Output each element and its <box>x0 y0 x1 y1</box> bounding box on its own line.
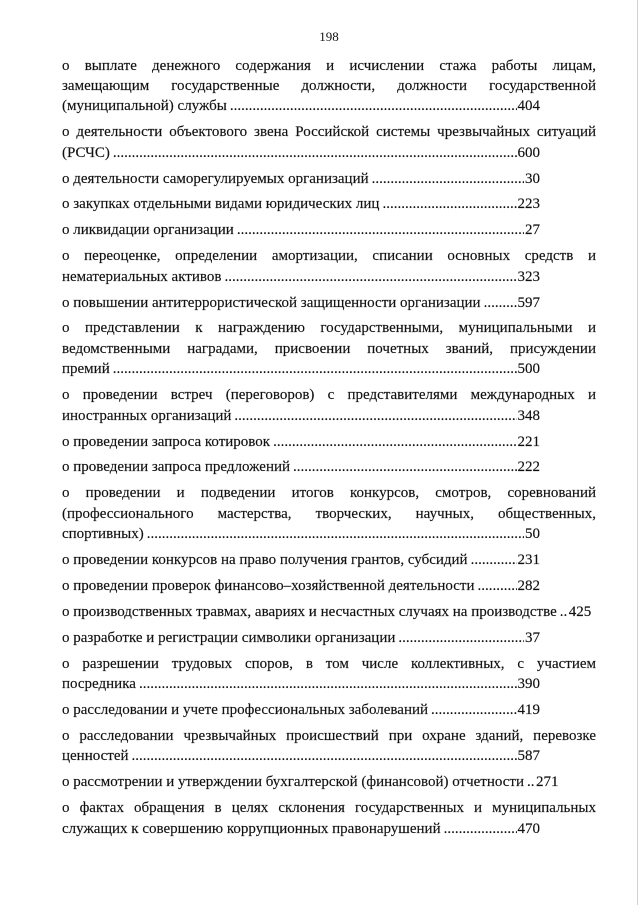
index-entry <box>62 726 596 767</box>
page-number: 198 <box>319 29 339 44</box>
dot-leader <box>471 550 517 570</box>
dot-leader <box>560 602 568 622</box>
page-reference: 30 <box>525 170 540 187</box>
entry-line: о расследовании чрезвычайных происшествий при охране зданий, перевозке <box>62 727 596 744</box>
entry-line: о фактах обращения в целях склонения государственных и муниципальных <box>62 800 596 817</box>
entry-last-line <box>62 293 540 313</box>
dot-leader <box>113 359 517 379</box>
dot-leader <box>293 457 516 477</box>
dot-leader <box>478 576 517 596</box>
entry-text: о проведении проверок финансово–хозяйственной деятельности <box>62 577 475 594</box>
entry-text: о рассмотрении и утверждении бухгалтерской (финансовой) отчетности <box>62 774 524 791</box>
dot-leader <box>444 819 517 839</box>
dot-leader <box>398 628 524 648</box>
dot-leader <box>132 746 517 766</box>
entry-last-line <box>62 432 540 452</box>
index-entry <box>62 457 596 477</box>
dot-leader <box>237 220 524 240</box>
index-entry <box>62 318 596 379</box>
entry-text: иностранных организаций <box>62 407 232 424</box>
page-reference: 282 <box>517 577 540 594</box>
dot-leader <box>527 772 535 792</box>
entry-text: о расследовании и учете профессиональных заболеваний <box>62 701 429 718</box>
index-entry <box>62 169 596 189</box>
dot-leader <box>224 267 516 287</box>
index-entry <box>62 550 596 570</box>
index-entry <box>62 56 596 117</box>
entry-last-line <box>62 628 540 648</box>
page-reference: 221 <box>517 433 540 450</box>
entry-last-line <box>62 819 540 839</box>
entry-text: о деятельности саморегулируемых организаций <box>62 170 369 187</box>
entry-text: премий <box>62 361 110 378</box>
page-reference: 50 <box>525 526 540 543</box>
entry-text: спортивных) <box>62 526 144 543</box>
dot-leader <box>372 169 524 189</box>
page-reference: 470 <box>517 820 540 837</box>
index-entry <box>62 432 596 452</box>
entry-last-line <box>62 143 540 163</box>
page-reference: 271 <box>536 774 559 791</box>
entry-line: ведомственными наградами, присвоении почетных званий, присуждении <box>62 340 596 357</box>
page-reference: 223 <box>517 196 540 213</box>
index-entry <box>62 628 596 648</box>
dot-leader <box>234 406 516 426</box>
entry-text: служащих к совершению коррупционных правонарушений <box>62 820 441 837</box>
entry-line: о разрешении трудовых споров, в том числе коллективных, с участием <box>62 655 596 672</box>
page-reference: 500 <box>517 361 540 378</box>
entry-text: (муниципальной) службы <box>62 98 227 115</box>
page-reference: 419 <box>517 701 540 718</box>
entry-text: о проведении запроса котировок <box>62 433 271 450</box>
page-reference: 425 <box>568 603 592 620</box>
index-entry <box>62 576 596 596</box>
dot-leader <box>113 143 517 163</box>
index-entry <box>62 220 596 240</box>
dot-leader <box>484 293 517 313</box>
entry-last-line <box>62 576 540 596</box>
entry-text: о проведении конкурсов на право получения грантов, субсидий <box>62 552 468 569</box>
entry-text: посредника <box>62 676 136 693</box>
entry-last-line <box>62 524 540 544</box>
entry-last-line <box>62 700 540 720</box>
entry-text: о разработке и регистрации символики организации <box>62 629 396 646</box>
page-reference: 390 <box>517 676 540 693</box>
entry-last-line <box>62 746 540 766</box>
entry-last-line <box>62 772 559 792</box>
entry-line: замещающим государственные должности, должности государственной <box>62 77 596 94</box>
entry-last-line <box>62 406 540 426</box>
entry-text: о ликвидации организации <box>62 222 234 239</box>
entry-text: о производственных травмах, авариях и несчастных случаях на производстве <box>62 603 557 620</box>
page-reference: 27 <box>525 222 540 239</box>
entry-line: о переоценке, определении амортизации, списании основных средств и <box>62 248 596 265</box>
index-entry <box>62 798 596 839</box>
dot-leader <box>382 194 516 214</box>
dot-leader <box>147 524 524 544</box>
entry-last-line <box>62 194 540 214</box>
index-entry <box>62 772 596 792</box>
entry-last-line <box>62 550 540 570</box>
page-reference: 404 <box>517 98 540 115</box>
page-reference: 597 <box>517 294 540 311</box>
entry-text: (РСЧС) <box>62 144 110 161</box>
page-reference: 231 <box>517 552 540 569</box>
page-reference: 587 <box>517 748 540 765</box>
index-entry <box>62 385 596 426</box>
entry-line: о проведении и подведении итогов конкурсов, смотров, соревнований <box>62 485 596 502</box>
dot-leader <box>431 700 516 720</box>
page-reference: 348 <box>517 407 540 424</box>
index-entry <box>62 483 596 544</box>
entry-last-line <box>62 674 540 694</box>
page-reference: 37 <box>525 629 540 646</box>
entry-text: о проведении запроса предложений <box>62 459 291 476</box>
entry-line: (профессионального мастерства, творческих, научных, общественных, <box>62 505 596 522</box>
entry-text: о повышении антитеррористической защищенности организации <box>62 294 481 311</box>
index-entry <box>62 122 596 163</box>
index-entry <box>62 246 596 287</box>
entry-last-line <box>62 169 540 189</box>
page-reference: 323 <box>517 268 540 285</box>
entry-last-line <box>62 267 540 287</box>
entry-text: о закупках отдельными видами юридических лиц <box>62 196 380 213</box>
dot-leader <box>230 96 517 116</box>
index-entry <box>62 293 596 313</box>
dot-leader <box>273 432 516 452</box>
entry-line: о представлении к награждению государственными, муниципальными и <box>62 320 596 337</box>
index-list <box>62 56 596 845</box>
entry-last-line <box>62 457 540 477</box>
page-reference: 600 <box>517 144 540 161</box>
entry-line: о проведении встреч (переговоров) с представителями международных и <box>62 387 596 404</box>
index-entry <box>62 654 596 695</box>
index-entry <box>62 194 596 214</box>
entry-last-line <box>62 602 591 622</box>
entry-last-line <box>62 96 540 116</box>
entry-line: о выплате денежного содержания и исчислении стажа работы лицам, <box>62 57 596 74</box>
page-reference: 222 <box>517 459 540 476</box>
index-entry <box>62 602 596 622</box>
index-entry <box>62 700 596 720</box>
page-edge-line <box>637 0 638 905</box>
entry-text: ценностей <box>62 748 129 765</box>
entry-last-line <box>62 359 540 379</box>
entry-last-line <box>62 220 540 240</box>
dot-leader <box>139 674 517 694</box>
entry-line: о деятельности объектового звена Российской системы чрезвычайных ситуаций <box>62 124 596 141</box>
entry-text: нематериальных активов <box>62 268 222 285</box>
